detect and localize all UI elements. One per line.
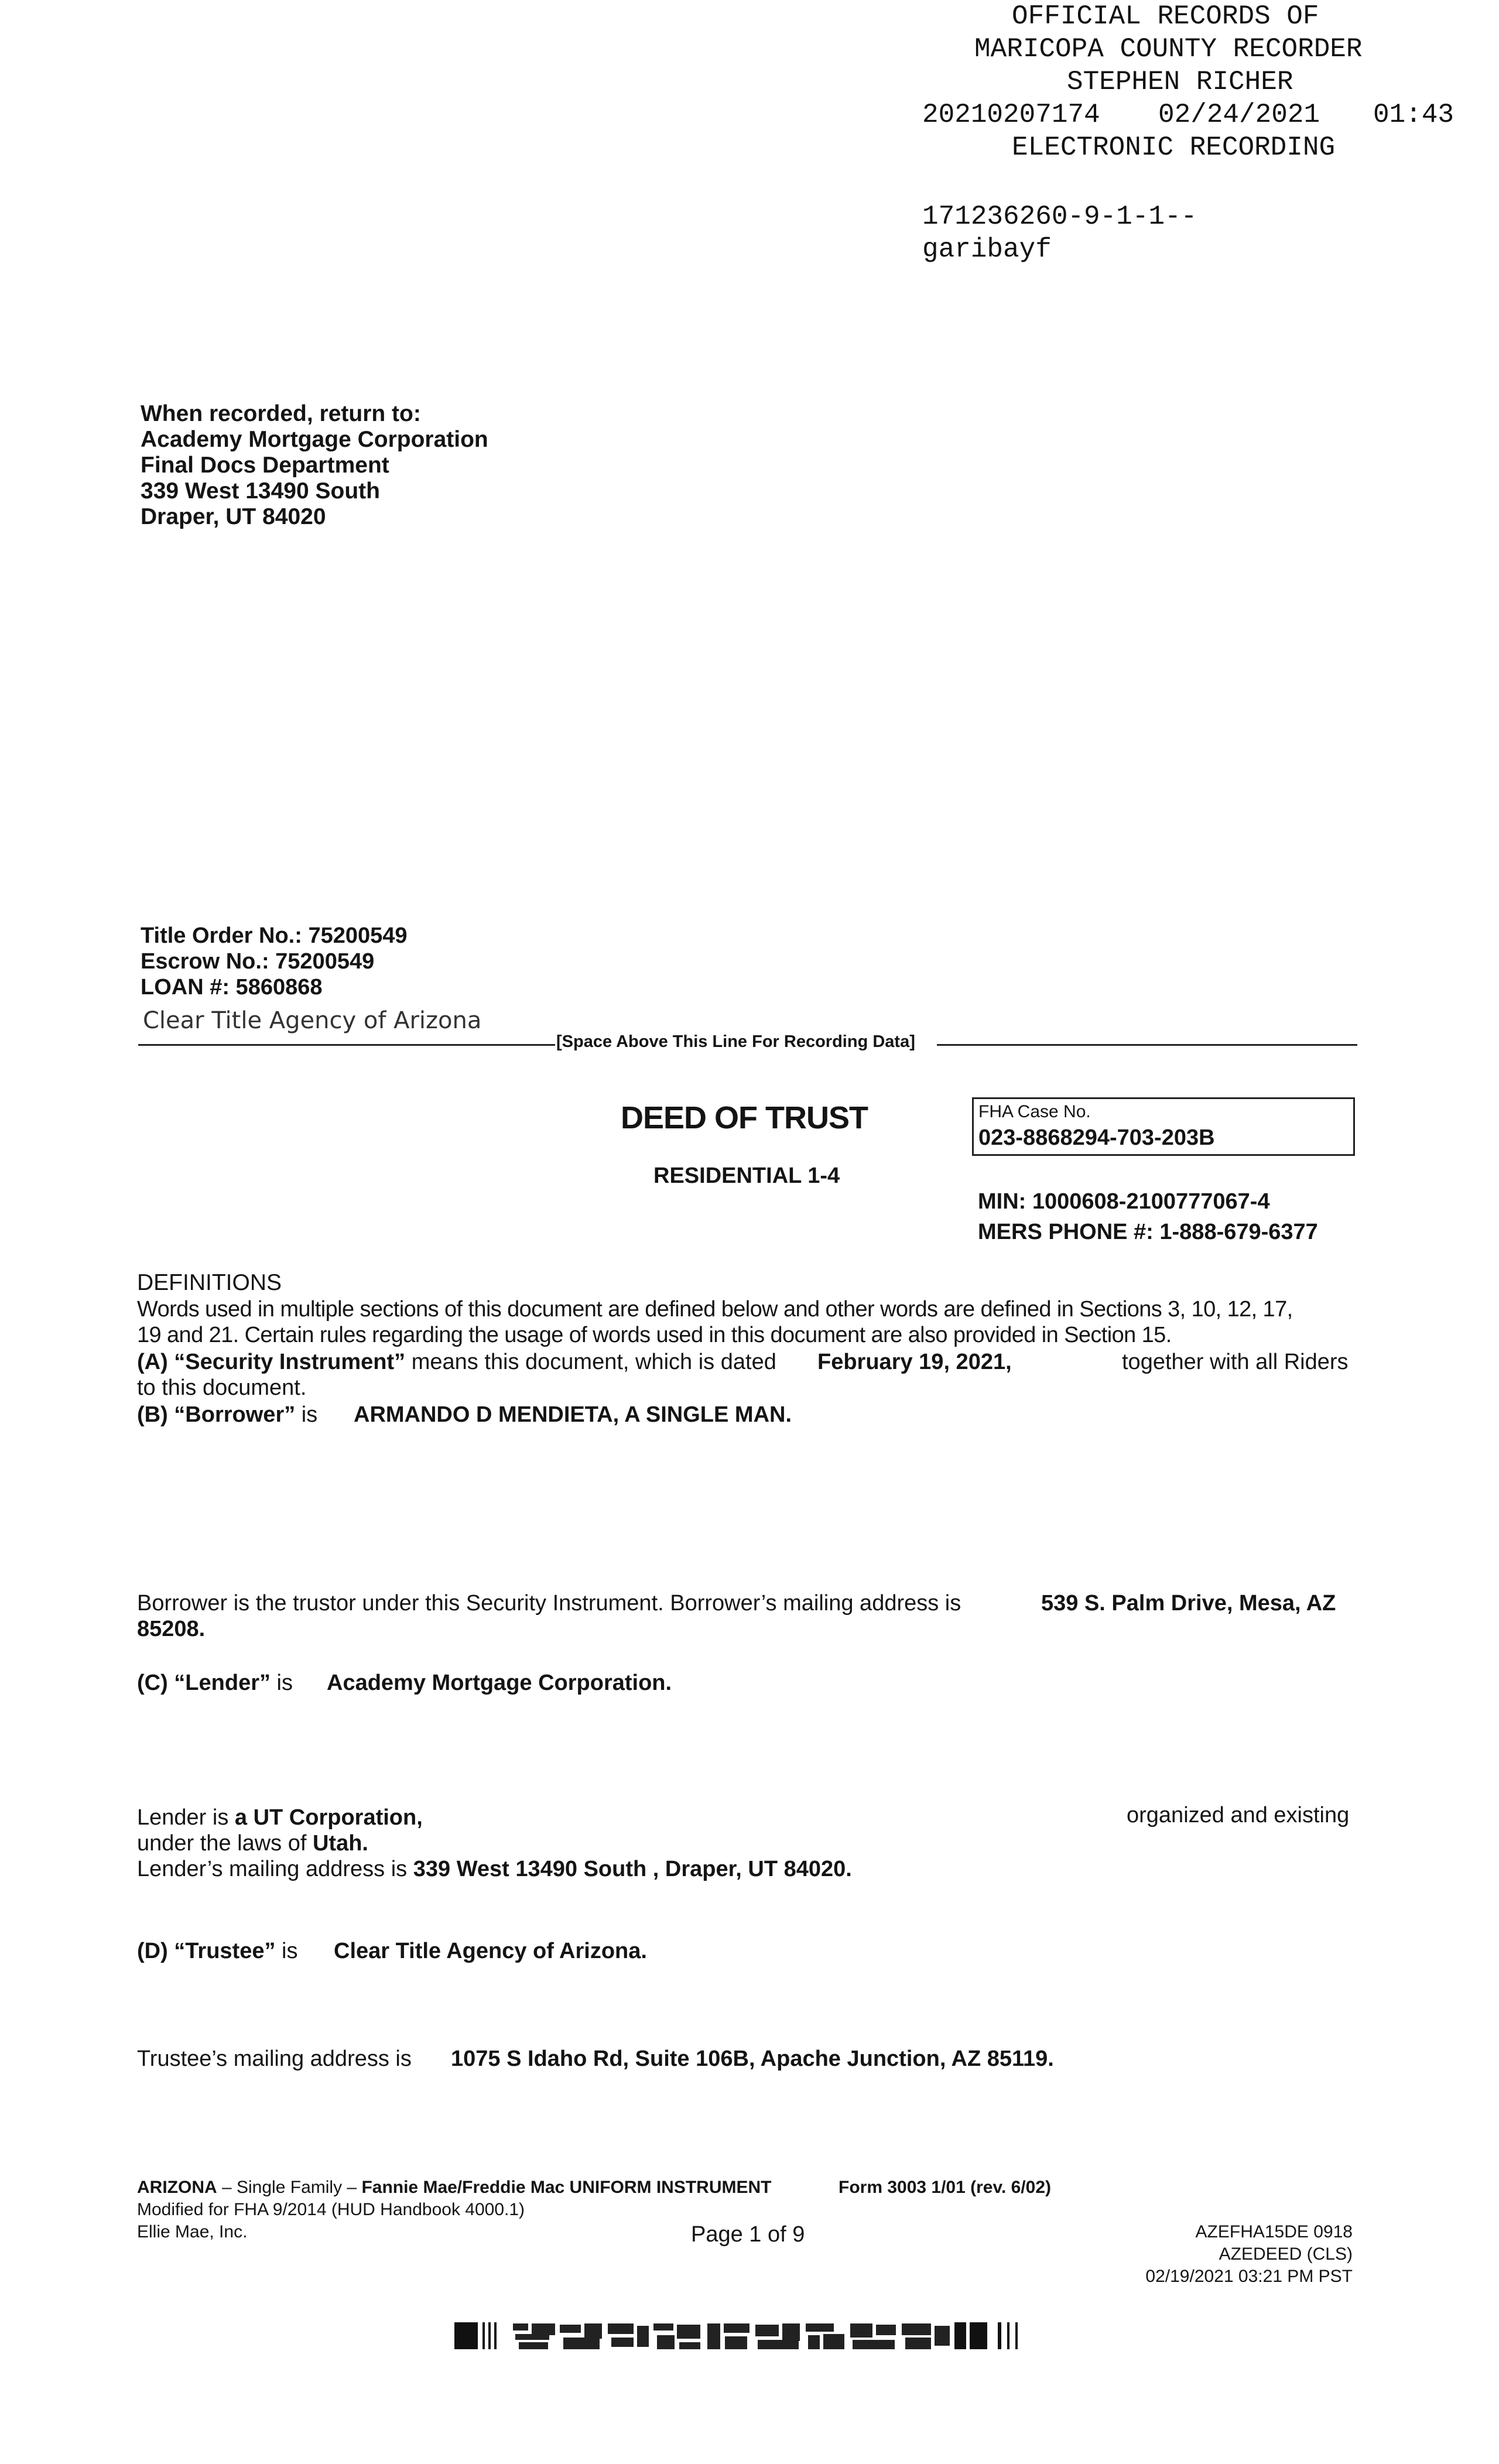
definition-a-line-2: to this document. — [137, 1375, 307, 1400]
form-description — [137, 2177, 772, 2198]
document-title: DEED OF TRUST — [621, 1100, 868, 1135]
lender-address-label: Lender’s mailing address is — [137, 1857, 413, 1881]
definition-b-label: (B) “Borrower” — [137, 1402, 296, 1427]
return-to-city: Draper, UT 84020 — [141, 504, 326, 529]
stamp-line-1: OFFICIAL RECORDS OF — [1012, 1, 1319, 32]
borrower-address-line-2: 85208. — [137, 1617, 206, 1641]
return-to-company: Academy Mortgage Corporation — [141, 427, 488, 452]
form-modified: Modified for FHA 9/2014 (HUD Handbook 4000.1) — [137, 2200, 525, 2219]
return-to-heading: When recorded, return to: — [141, 401, 421, 426]
return-to-department: Final Docs Department — [141, 453, 389, 478]
fha-case-label: FHA Case No. — [978, 1102, 1091, 1121]
form-code-1: AZEFHA15DE 0918 — [1195, 2222, 1353, 2241]
definition-a-tail: together with all Riders — [1122, 1350, 1349, 1374]
recording-line-left — [138, 1044, 555, 1046]
definitions-intro-line-2: 19 and 21. Certain rules regarding the usage of words used in this document are also provided in Section 15. — [137, 1323, 1172, 1347]
recording-line-right — [937, 1044, 1357, 1046]
min-number: MIN: 1000608-2100777067-4 — [978, 1189, 1270, 1214]
mers-phone: MERS PHONE #: 1-888-679-6377 — [978, 1220, 1318, 1244]
lender-is-label: Lender is — [137, 1805, 235, 1830]
form-vendor: Ellie Mae, Inc. — [137, 2222, 248, 2241]
stamp-line-3: STEPHEN RICHER — [1067, 67, 1293, 97]
print-timestamp: 02/19/2021 03:21 PM PST — [1145, 2267, 1353, 2286]
lender-laws-line — [137, 1830, 368, 1856]
form-number: Form 3003 1/01 (rev. 6/02) — [839, 2178, 1051, 2197]
lender-name: Academy Mortgage Corporation. — [327, 1671, 672, 1695]
escrow-number: Escrow No.: 75200549 — [141, 949, 375, 974]
borrower-mailing-text: Borrower is the trustor under this Security Instrument. Borrower’s mailing address is — [137, 1591, 961, 1616]
borrower-address-line-1: 539 S. Palm Drive, Mesa, AZ — [1041, 1591, 1336, 1616]
return-to-street: 339 West 13490 South — [141, 478, 380, 504]
stamp-user: garibayf — [922, 234, 1052, 265]
stamp-doc-ref: 171236260-9-1-1-- — [922, 201, 1197, 232]
form-state: ARIZONA — [137, 2178, 217, 2197]
definition-c-label: (C) “Lender” — [137, 1671, 271, 1695]
trustee-name: Clear Title Agency of Arizona. — [334, 1939, 647, 1963]
handwritten-agency: Clear Title Agency of Arizona — [143, 1007, 482, 1034]
lender-type-line — [137, 1805, 423, 1830]
definition-b — [137, 1402, 317, 1428]
stamp-line-2: MARICOPA COUNTY RECORDER — [974, 34, 1363, 64]
space-above-label: [Space Above This Line For Recording Data] — [556, 1032, 915, 1051]
stamp-recording-number: 20210207174 — [922, 100, 1100, 130]
stamp-line-5: ELECTRONIC RECORDING — [1012, 132, 1336, 163]
lender-laws-label: under the laws of — [137, 1831, 313, 1856]
fha-case-box — [972, 1097, 1355, 1156]
form-name: Fannie Mae/Freddie Mac UNIFORM INSTRUMENT — [361, 2178, 772, 2197]
fha-case-number: 023-8868294-703-203B — [978, 1125, 1215, 1150]
title-order-number: Title Order No.: 75200549 — [141, 923, 408, 948]
definition-a-text: means this document, which is dated — [405, 1350, 776, 1374]
definition-c — [137, 1670, 293, 1696]
lender-address: 339 West 13490 South , Draper, UT 84020. — [413, 1857, 852, 1881]
stamp-date: 02/24/2021 — [1158, 100, 1320, 130]
definition-d-label: (D) “Trustee” — [137, 1939, 276, 1963]
trustee-address: 1075 S Idaho Rd, Suite 106B, Apache Junction, AZ 85119. — [451, 2047, 1054, 2071]
definition-a-label: (A) “Security Instrument” — [137, 1350, 406, 1374]
definition-b-is: is — [295, 1402, 318, 1427]
definition-c-is: is — [271, 1671, 293, 1695]
form-desc: – Single Family – — [217, 2178, 362, 2197]
loan-number: LOAN #: 5860868 — [141, 975, 323, 1000]
definition-a — [137, 1349, 776, 1375]
trustee-address-label: Trustee’s mailing address is — [137, 2047, 412, 2071]
definition-d — [137, 1938, 297, 1964]
borrower-name: ARMANDO D MENDIETA, A SINGLE MAN. — [354, 1402, 792, 1427]
definitions-heading: DEFINITIONS — [137, 1270, 282, 1295]
definitions-intro-line-1: Words used in multiple sections of this document are defined below and other words are defined in Sections 3, 10, 12, 17, — [137, 1297, 1293, 1322]
definition-d-is: is — [275, 1939, 298, 1963]
lender-type: a UT Corporation, — [234, 1805, 423, 1830]
lender-organized-text: organized and existing — [1127, 1803, 1350, 1828]
definition-a-date: February 19, 2021, — [817, 1350, 1012, 1374]
stamp-time: 01:43 — [1373, 100, 1454, 130]
page-number: Page 1 of 9 — [691, 2222, 805, 2247]
barcode-graphic — [454, 2320, 1031, 2352]
lender-state: Utah. — [312, 1831, 368, 1856]
lender-address-line — [137, 1856, 852, 1882]
document-subtitle: RESIDENTIAL 1-4 — [653, 1163, 840, 1188]
form-code-2: AZEDEED (CLS) — [1219, 2244, 1353, 2264]
